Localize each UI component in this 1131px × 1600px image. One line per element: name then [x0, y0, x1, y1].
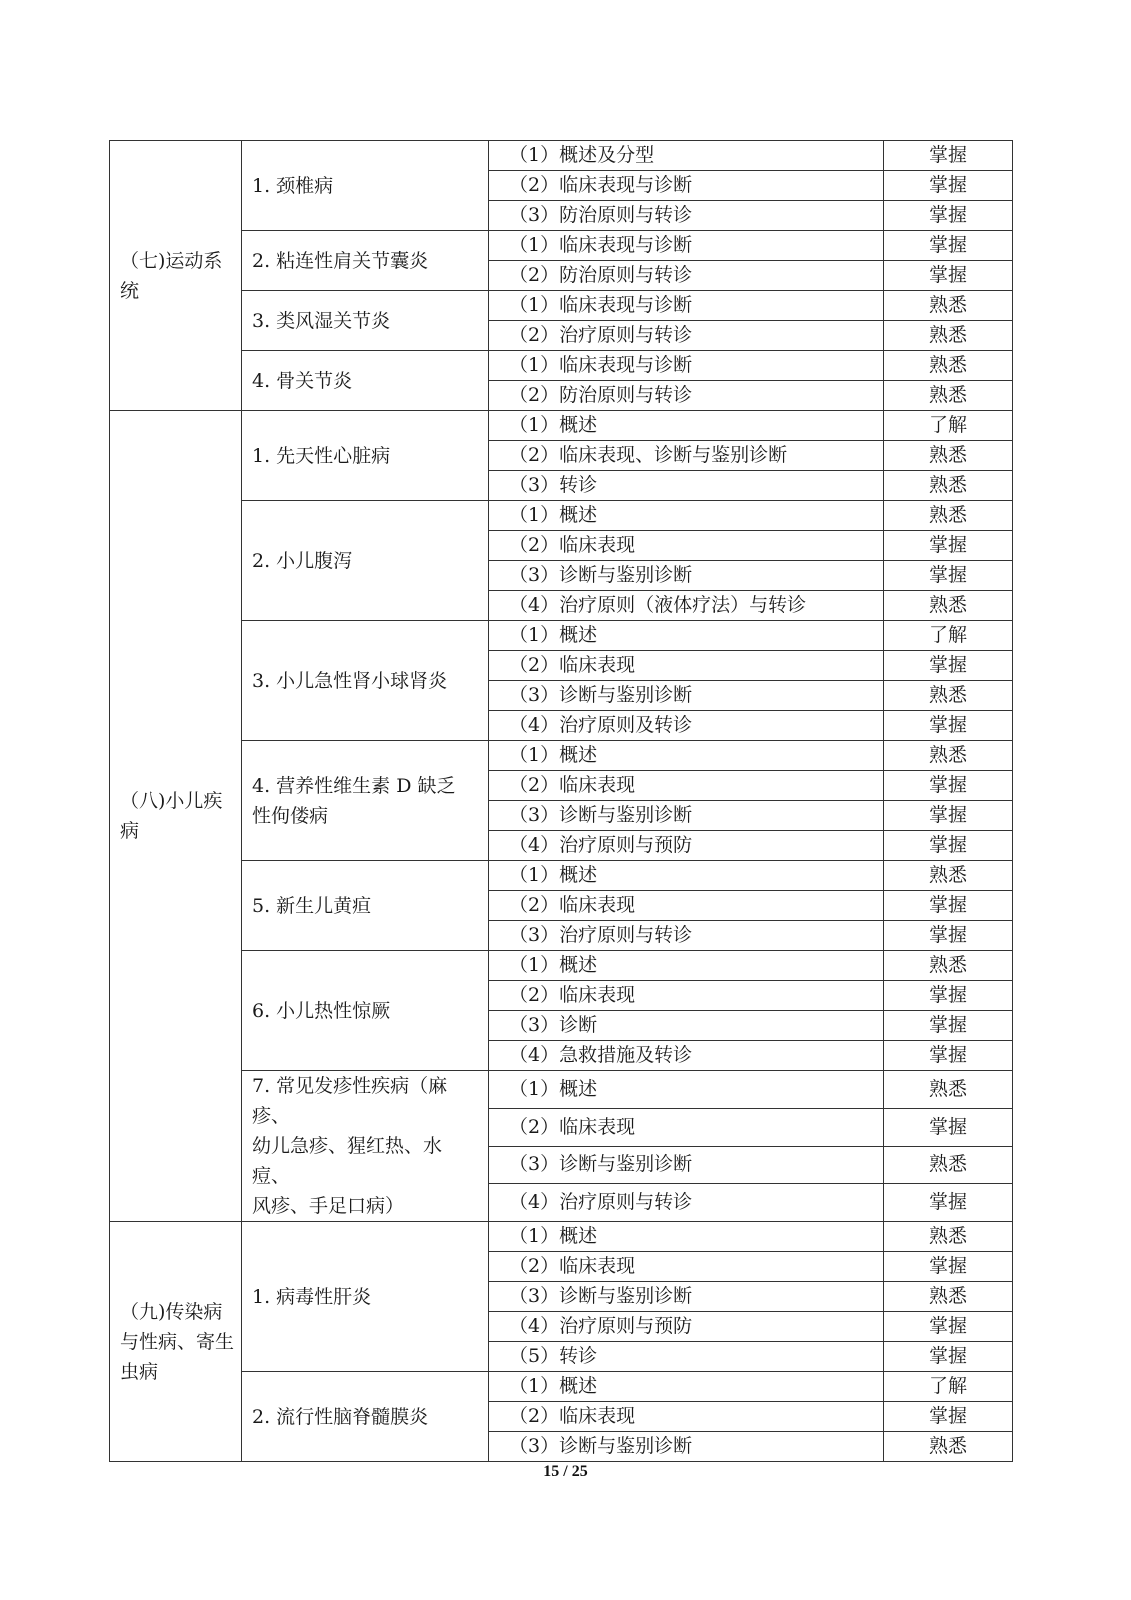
item-cell: （2）临床表现	[489, 531, 884, 561]
category-name-line: 虫病	[120, 1360, 159, 1383]
item-cell: （3）诊断与鉴别诊断	[489, 1432, 884, 1462]
item-cell: （4）急救措施及转诊	[489, 1041, 884, 1071]
level-cell: 掌握	[884, 711, 1013, 741]
topic-cell	[242, 621, 489, 741]
level-cell: 掌握	[884, 1342, 1013, 1372]
item-cell: （3）诊断与鉴别诊断	[489, 561, 884, 591]
level-cell: 熟悉	[884, 951, 1013, 981]
level-cell: 熟悉	[884, 591, 1013, 621]
topic-cell	[242, 1071, 489, 1222]
level-cell: 掌握	[884, 1108, 1013, 1146]
item-cell: （2）临床表现	[489, 771, 884, 801]
level-cell: 熟悉	[884, 1432, 1013, 1462]
item-cell: （1）临床表现与诊断	[489, 351, 884, 381]
item-cell: （4）治疗原则（液体疗法）与转诊	[489, 591, 884, 621]
item-cell: （2）防治原则与转诊	[489, 261, 884, 291]
topic-title-line: 2. 流行性脑脊髓膜炎	[252, 1405, 429, 1428]
table-row	[110, 621, 1013, 651]
topic-cell	[242, 1222, 489, 1372]
table-row	[110, 1222, 1013, 1252]
item-cell: （3）诊断与鉴别诊断	[489, 1146, 884, 1184]
level-cell: 掌握	[884, 921, 1013, 951]
category-name-line: （八)小儿疾	[120, 790, 223, 812]
category-name-line: 统	[120, 279, 140, 302]
topic-title-line: 风疹、手足口病）	[252, 1195, 405, 1217]
table-row	[110, 501, 1013, 531]
category-cell	[110, 411, 242, 1222]
item-cell: （1）概述	[489, 1372, 884, 1402]
item-cell: （1）临床表现与诊断	[489, 291, 884, 321]
topic-title-line: 4. 骨关节炎	[252, 369, 353, 392]
level-cell: 掌握	[884, 201, 1013, 231]
topic-title-line: 2. 粘连性肩关节囊炎	[252, 249, 429, 272]
level-cell: 熟悉	[884, 441, 1013, 471]
category-cell	[110, 141, 242, 411]
item-cell: （2）临床表现、诊断与鉴别诊断	[489, 441, 884, 471]
item-cell: （2）临床表现	[489, 981, 884, 1011]
item-cell: （2）临床表现	[489, 1252, 884, 1282]
item-cell: （3）治疗原则与转诊	[489, 921, 884, 951]
item-cell: （1）概述	[489, 861, 884, 891]
syllabus-table	[109, 140, 1013, 1462]
level-cell: 了解	[884, 621, 1013, 651]
item-cell: （1）概述	[489, 501, 884, 531]
item-cell: （2）临床表现	[489, 1108, 884, 1146]
level-cell: 熟悉	[884, 321, 1013, 351]
category-name-line: 病	[120, 820, 140, 842]
level-cell: 掌握	[884, 561, 1013, 591]
table-row	[110, 1071, 1013, 1109]
topic-title-line: 1. 先天性心脏病	[252, 444, 391, 467]
table-row	[110, 411, 1013, 441]
level-cell: 熟悉	[884, 1146, 1013, 1184]
category-cell	[110, 1222, 242, 1462]
item-cell: （4）治疗原则及转诊	[489, 711, 884, 741]
item-cell: （2）临床表现	[489, 1402, 884, 1432]
level-cell: 掌握	[884, 231, 1013, 261]
table-row	[110, 741, 1013, 771]
topic-cell	[242, 501, 489, 621]
topic-cell	[242, 231, 489, 291]
level-cell: 熟悉	[884, 681, 1013, 711]
item-cell: （1）概述	[489, 741, 884, 771]
item-cell: （5）转诊	[489, 1342, 884, 1372]
level-cell: 掌握	[884, 531, 1013, 561]
table-row	[110, 351, 1013, 381]
level-cell: 掌握	[884, 1184, 1013, 1222]
item-cell: （1）概述	[489, 621, 884, 651]
topic-title-line: 4. 营养性维生素 D 缺乏	[252, 774, 456, 797]
level-cell: 熟悉	[884, 1282, 1013, 1312]
topic-cell	[242, 1372, 489, 1462]
level-cell: 熟悉	[884, 381, 1013, 411]
item-cell: （2）临床表现	[489, 891, 884, 921]
item-cell: （4）治疗原则与转诊	[489, 1184, 884, 1222]
item-cell: （1）概述	[489, 1071, 884, 1109]
topic-cell	[242, 861, 489, 951]
topic-title-line: 3. 类风湿关节炎	[252, 309, 391, 332]
item-cell: （1）概述及分型	[489, 141, 884, 171]
category-name-line: 与性病、寄生	[120, 1330, 235, 1353]
level-cell: 掌握	[884, 1011, 1013, 1041]
topic-title-line: 性佝偻病	[252, 804, 329, 827]
item-cell: （4）治疗原则与预防	[489, 1312, 884, 1342]
topic-title-line: 2. 小儿腹泻	[252, 549, 353, 572]
table-row	[110, 291, 1013, 321]
item-cell: （2）临床表现与诊断	[489, 171, 884, 201]
level-cell: 了解	[884, 1372, 1013, 1402]
level-cell: 熟悉	[884, 471, 1013, 501]
topic-title-line: 5. 新生儿黄疸	[252, 894, 372, 917]
item-cell: （3）防治原则与转诊	[489, 201, 884, 231]
table-row	[110, 141, 1013, 171]
topic-title-line: 1. 颈椎病	[252, 174, 334, 197]
topic-title-line: 7. 常见发疹性疾病（麻疹、	[252, 1075, 448, 1127]
level-cell: 了解	[884, 411, 1013, 441]
topic-title-line: 6. 小儿热性惊厥	[252, 999, 391, 1022]
level-cell: 掌握	[884, 801, 1013, 831]
item-cell: （1）临床表现与诊断	[489, 231, 884, 261]
item-cell: （1）概述	[489, 411, 884, 441]
table-row	[110, 231, 1013, 261]
level-cell: 掌握	[884, 1402, 1013, 1432]
level-cell: 熟悉	[884, 741, 1013, 771]
item-cell: （2）治疗原则与转诊	[489, 321, 884, 351]
category-name-line: （九)传染病	[120, 1300, 223, 1323]
topic-title-line: 幼儿急疹、猩红热、水痘、	[252, 1135, 443, 1187]
level-cell: 掌握	[884, 771, 1013, 801]
level-cell: 熟悉	[884, 861, 1013, 891]
item-cell: （3）转诊	[489, 471, 884, 501]
topic-cell	[242, 351, 489, 411]
level-cell: 熟悉	[884, 291, 1013, 321]
level-cell: 掌握	[884, 1252, 1013, 1282]
topic-title-line: 3. 小儿急性肾小球肾炎	[252, 669, 448, 692]
topic-title-line: 1. 病毒性肝炎	[252, 1285, 372, 1308]
level-cell: 掌握	[884, 651, 1013, 681]
item-cell: （1）概述	[489, 951, 884, 981]
table-row	[110, 861, 1013, 891]
item-cell: （3）诊断	[489, 1011, 884, 1041]
category-name-line: （七)运动系	[120, 249, 223, 272]
level-cell: 掌握	[884, 171, 1013, 201]
item-cell: （2）临床表现	[489, 651, 884, 681]
topic-cell	[242, 291, 489, 351]
item-cell: （2）防治原则与转诊	[489, 381, 884, 411]
level-cell: 熟悉	[884, 1222, 1013, 1252]
level-cell: 掌握	[884, 981, 1013, 1011]
level-cell: 掌握	[884, 831, 1013, 861]
item-cell: （1）概述	[489, 1222, 884, 1252]
item-cell: （3）诊断与鉴别诊断	[489, 801, 884, 831]
level-cell: 掌握	[884, 1312, 1013, 1342]
syllabus-table-body	[110, 141, 1013, 1462]
level-cell: 掌握	[884, 1041, 1013, 1071]
topic-cell	[242, 411, 489, 501]
item-cell: （3）诊断与鉴别诊断	[489, 1282, 884, 1312]
level-cell: 掌握	[884, 261, 1013, 291]
level-cell: 熟悉	[884, 1071, 1013, 1109]
level-cell: 熟悉	[884, 501, 1013, 531]
item-cell: （3）诊断与鉴别诊断	[489, 681, 884, 711]
topic-cell	[242, 141, 489, 231]
table-row	[110, 1372, 1013, 1402]
level-cell: 熟悉	[884, 351, 1013, 381]
table-row	[110, 951, 1013, 981]
topic-cell	[242, 741, 489, 861]
level-cell: 掌握	[884, 141, 1013, 171]
level-cell: 掌握	[884, 891, 1013, 921]
page-number: 15 / 25	[543, 1463, 588, 1480]
topic-cell	[242, 951, 489, 1071]
item-cell: （4）治疗原则与预防	[489, 831, 884, 861]
